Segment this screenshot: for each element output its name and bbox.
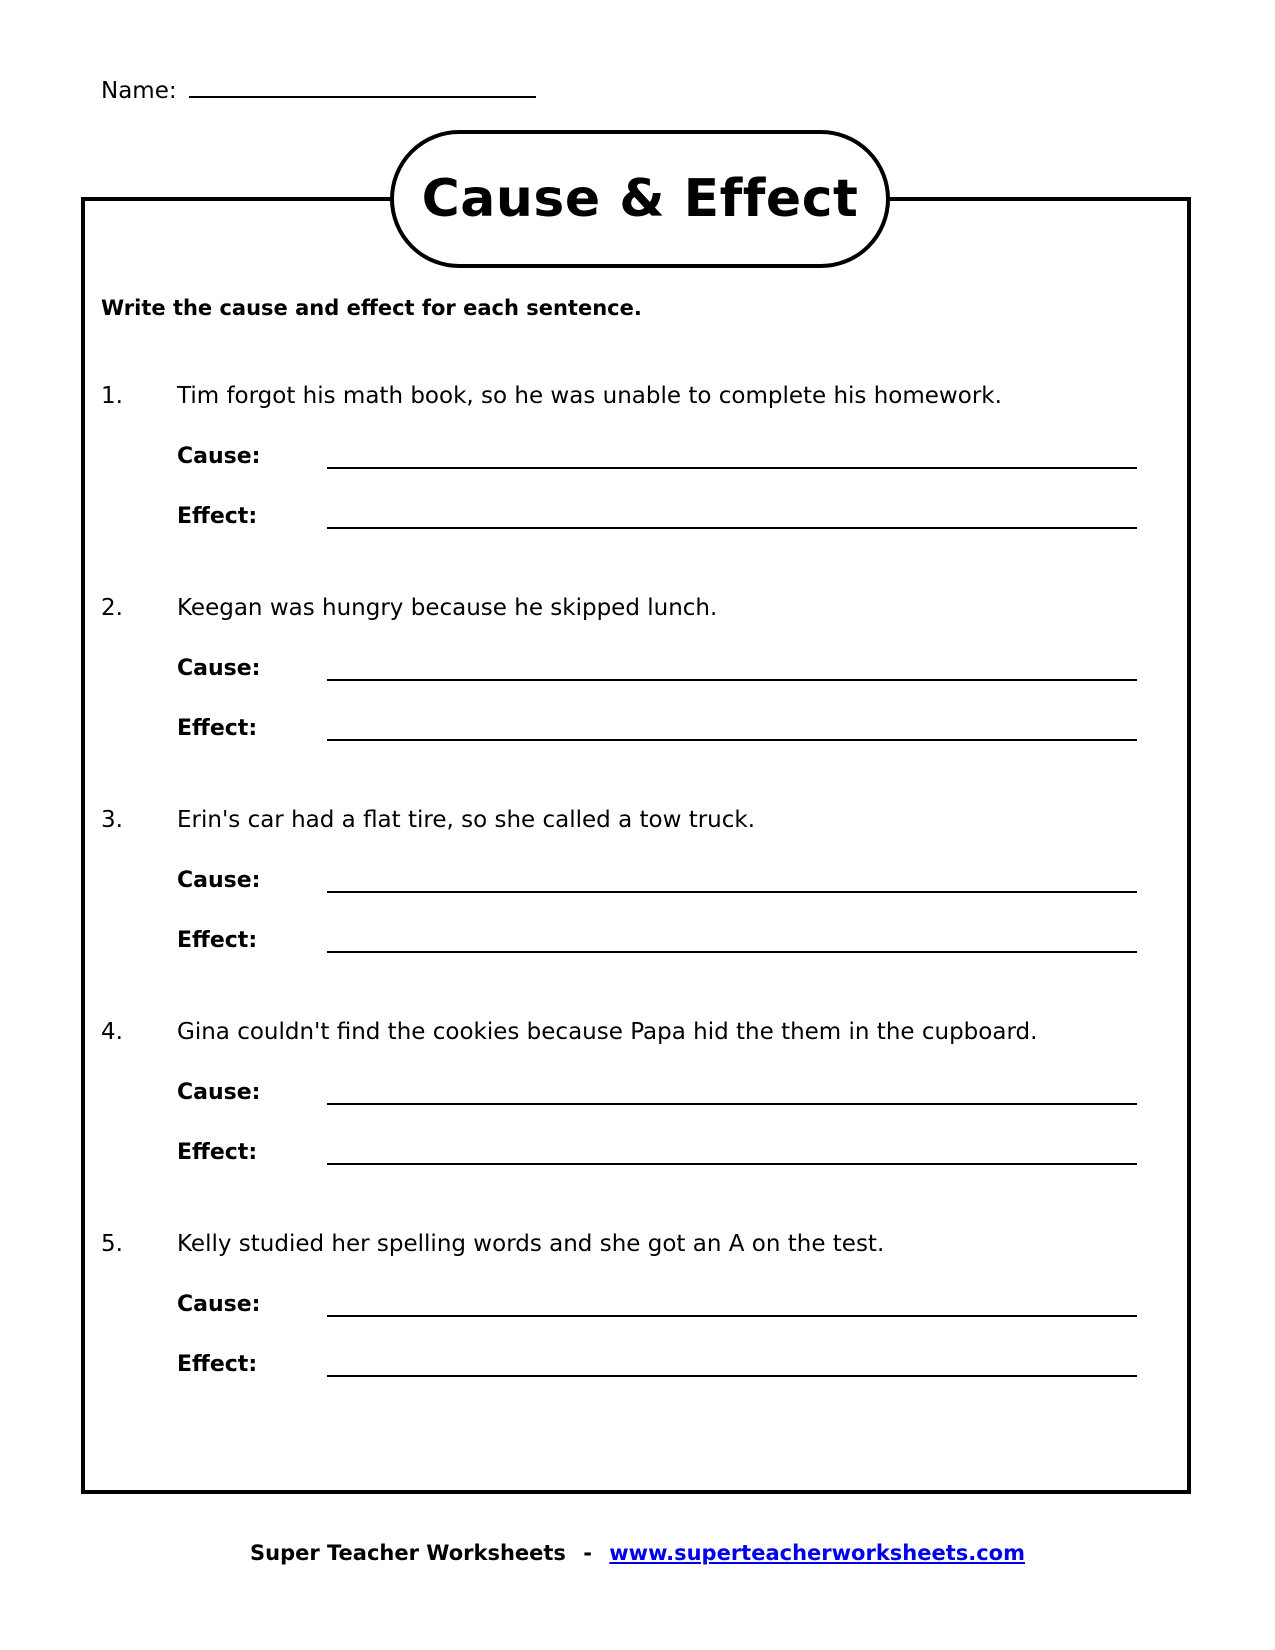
- cause-row: [177, 1287, 1161, 1317]
- effect-label: Effect:: [177, 928, 258, 953]
- footer-separator: -: [583, 1541, 592, 1565]
- cause-answer-line[interactable]: [327, 1083, 1137, 1105]
- effect-label: Effect:: [177, 716, 258, 741]
- effect-row: [177, 499, 1161, 529]
- footer: [0, 1541, 1275, 1565]
- question-item: [101, 805, 1161, 953]
- effect-row: [177, 711, 1161, 741]
- cause-row: [177, 651, 1161, 681]
- effect-label: Effect:: [177, 1352, 258, 1377]
- effect-answer-line[interactable]: [327, 719, 1137, 741]
- cause-row: [177, 439, 1161, 469]
- footer-link[interactable]: www.superteacherworksheets.com: [609, 1541, 1025, 1565]
- cause-label: Cause:: [177, 1292, 261, 1317]
- name-row: [101, 74, 536, 104]
- question-text: Kelly studied her spelling words and she got an A on the test.: [177, 1231, 885, 1257]
- cause-answer-line[interactable]: [327, 447, 1137, 469]
- effect-label: Effect:: [177, 1140, 258, 1165]
- name-input-line[interactable]: [189, 74, 536, 98]
- question-text: Gina couldn't find the cookies because Papa hid the them in the cupboard.: [177, 1019, 1038, 1045]
- cause-answer-line[interactable]: [327, 871, 1137, 893]
- footer-brand: Super Teacher Worksheets: [250, 1541, 566, 1565]
- question-item: [101, 1229, 1161, 1377]
- question-number: 4.: [101, 1019, 123, 1045]
- question-number: 5.: [101, 1231, 123, 1257]
- effect-answer-line[interactable]: [327, 507, 1137, 529]
- effect-row: [177, 923, 1161, 953]
- question-text: Tim forgot his math book, so he was unable to complete his homework.: [177, 383, 1002, 409]
- question-text: Keegan was hungry because he skipped lunch.: [177, 595, 718, 621]
- page-title: Cause & Effect: [421, 169, 859, 229]
- effect-answer-line[interactable]: [327, 931, 1137, 953]
- cause-answer-line[interactable]: [327, 659, 1137, 681]
- question-number: 2.: [101, 595, 123, 621]
- effect-row: [177, 1347, 1161, 1377]
- question-text: Erin's car had a flat tire, so she called a tow truck.: [177, 807, 756, 833]
- effect-answer-line[interactable]: [327, 1355, 1137, 1377]
- question-item: [101, 381, 1161, 529]
- name-label: Name:: [101, 78, 177, 104]
- cause-label: Cause:: [177, 868, 261, 893]
- effect-row: [177, 1135, 1161, 1165]
- instructions: Write the cause and effect for each sentence.: [101, 296, 642, 320]
- cause-label: Cause:: [177, 1080, 261, 1105]
- effect-answer-line[interactable]: [327, 1143, 1137, 1165]
- cause-answer-line[interactable]: [327, 1295, 1137, 1317]
- question-item: [101, 593, 1161, 741]
- cause-label: Cause:: [177, 656, 261, 681]
- title-badge: [390, 130, 890, 268]
- cause-row: [177, 863, 1161, 893]
- cause-label: Cause:: [177, 444, 261, 469]
- question-number: 3.: [101, 807, 123, 833]
- question-number: 1.: [101, 383, 123, 409]
- question-item: [101, 1017, 1161, 1165]
- cause-row: [177, 1075, 1161, 1105]
- effect-label: Effect:: [177, 504, 258, 529]
